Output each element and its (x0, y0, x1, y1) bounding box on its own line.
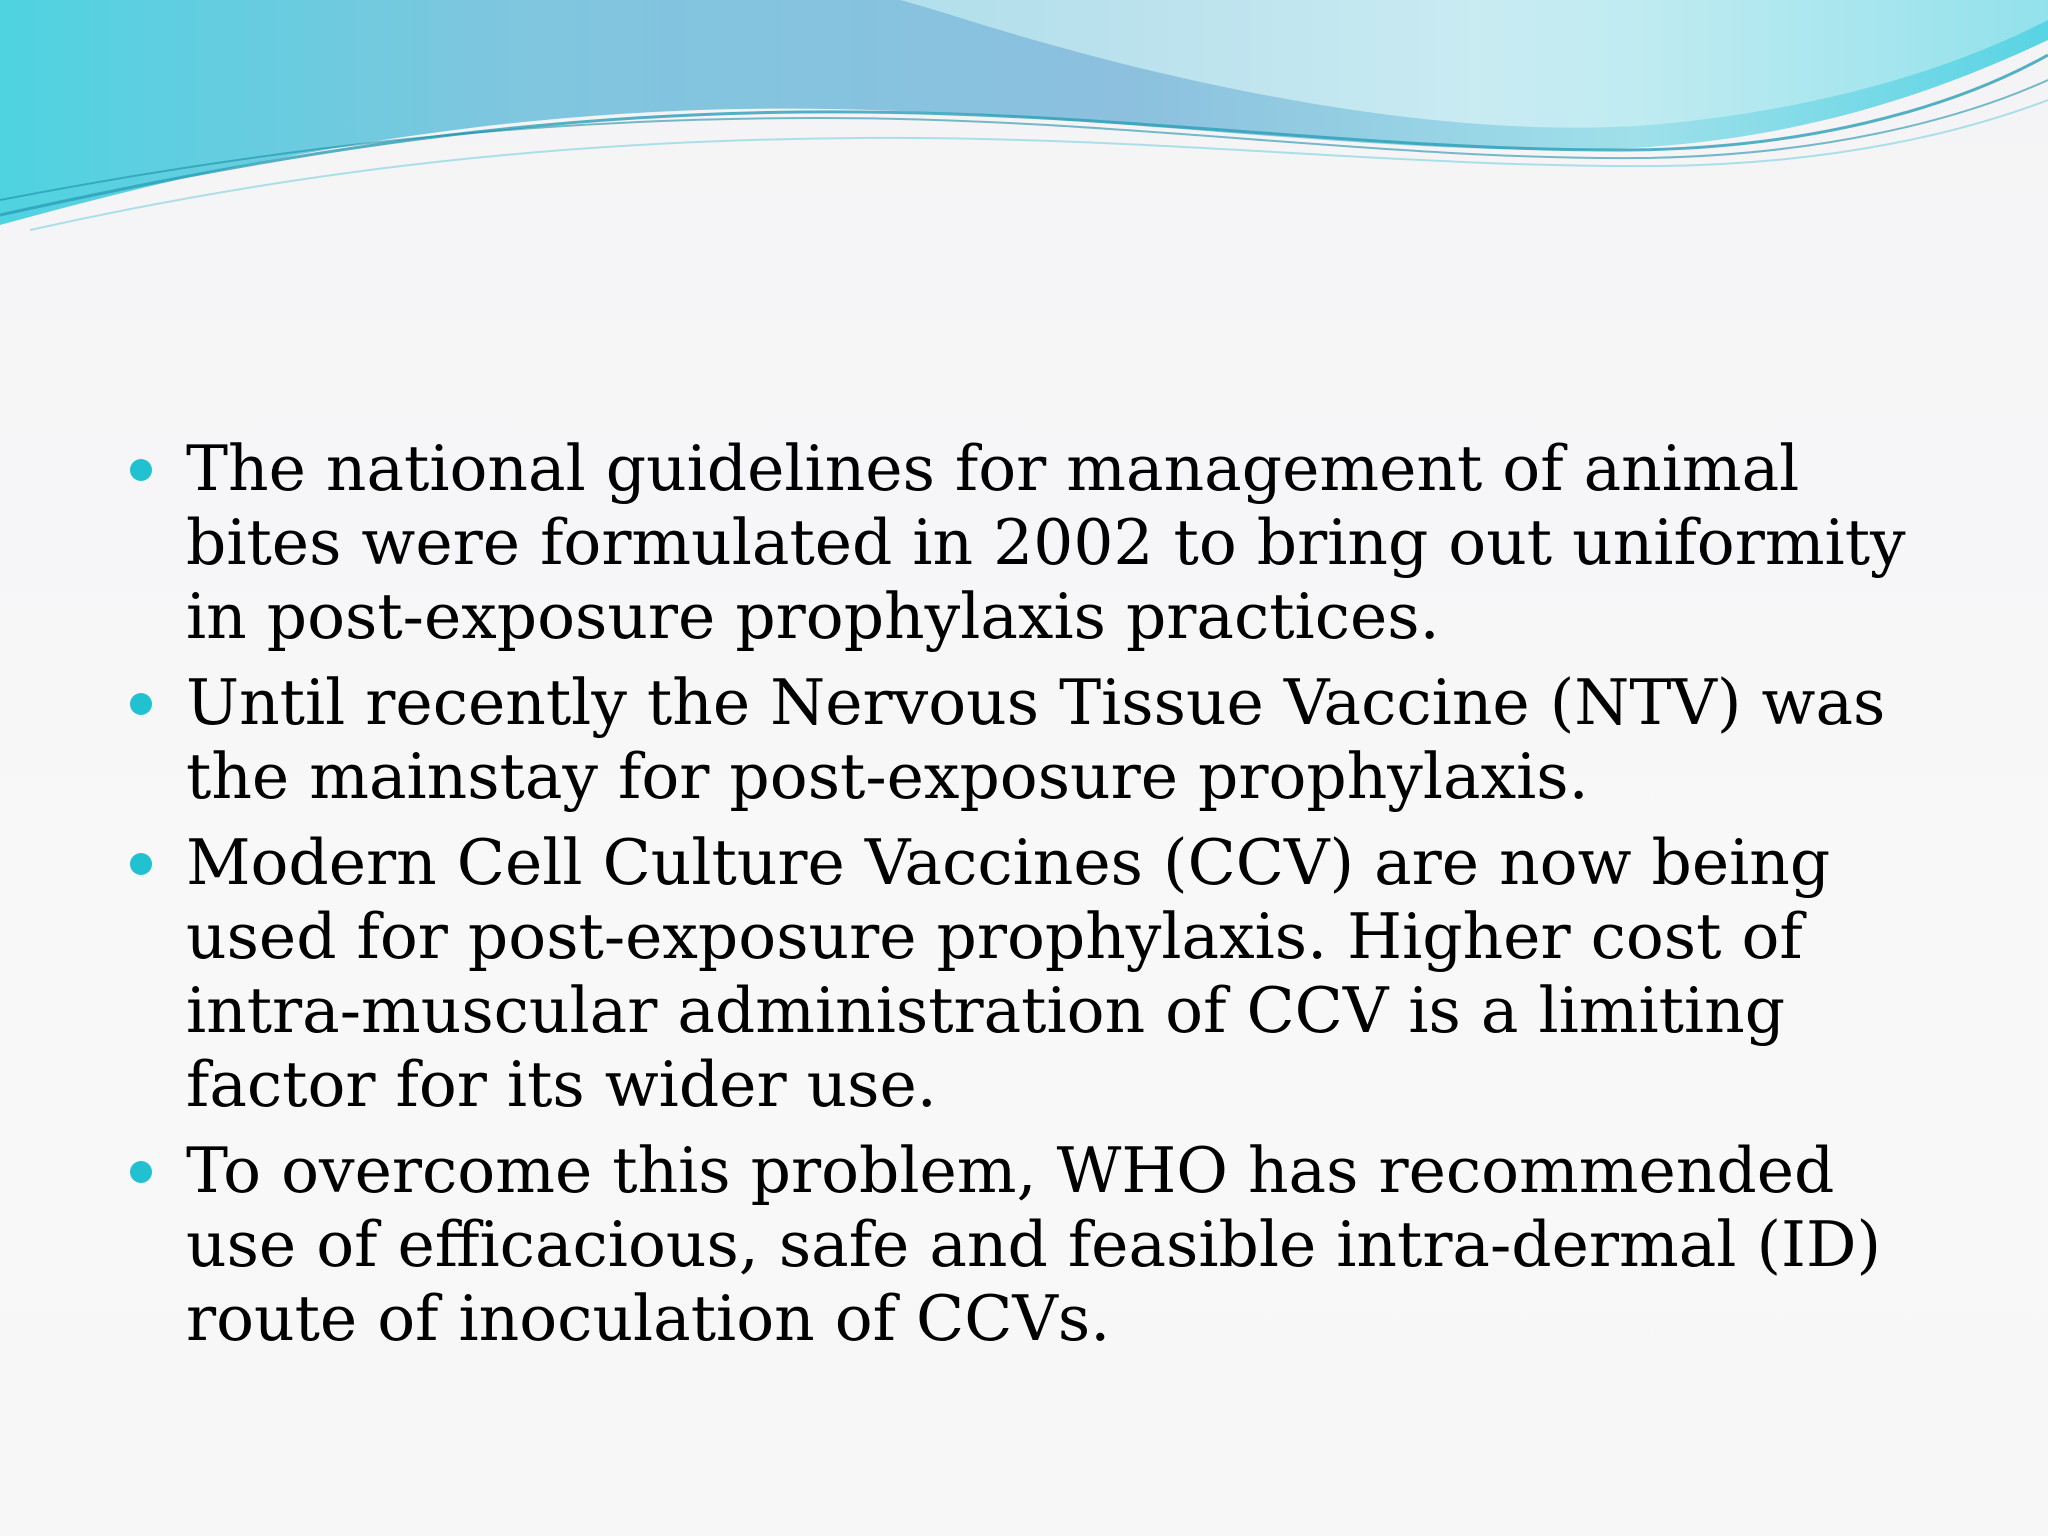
bullet-list (130, 432, 1930, 1368)
bullet-dot-icon (130, 459, 152, 481)
bullet-text: To overcome this problem, WHO has recommended use of efficacious, safe and feasible intra-dermal (ID) route of inoculation of CCVs. (186, 1134, 1882, 1355)
bullet-dot-icon (130, 853, 152, 875)
bullet-item (130, 1134, 1930, 1356)
bullet-dot-icon (130, 693, 152, 715)
header-wave-decoration (0, 0, 2048, 240)
bullet-text: The national guidelines for management of animal bites were formulated in 2002 to bring out uniformity in post-exposure prophylaxis practices. (186, 432, 1906, 653)
bullet-text: Modern Cell Culture Vaccines (CCV) are now being used for post-exposure prophylaxis. Higher cost of intra-muscular administration of CCV is a limiting factor for its wider use. (186, 826, 1831, 1121)
bullet-dot-icon (130, 1161, 152, 1183)
bullet-item (130, 432, 1930, 654)
bullet-item (130, 666, 1930, 814)
bullet-item (130, 826, 1930, 1122)
bullet-text: Until recently the Nervous Tissue Vaccine (NTV) was the mainstay for post-exposure prophylaxis. (186, 666, 1886, 813)
